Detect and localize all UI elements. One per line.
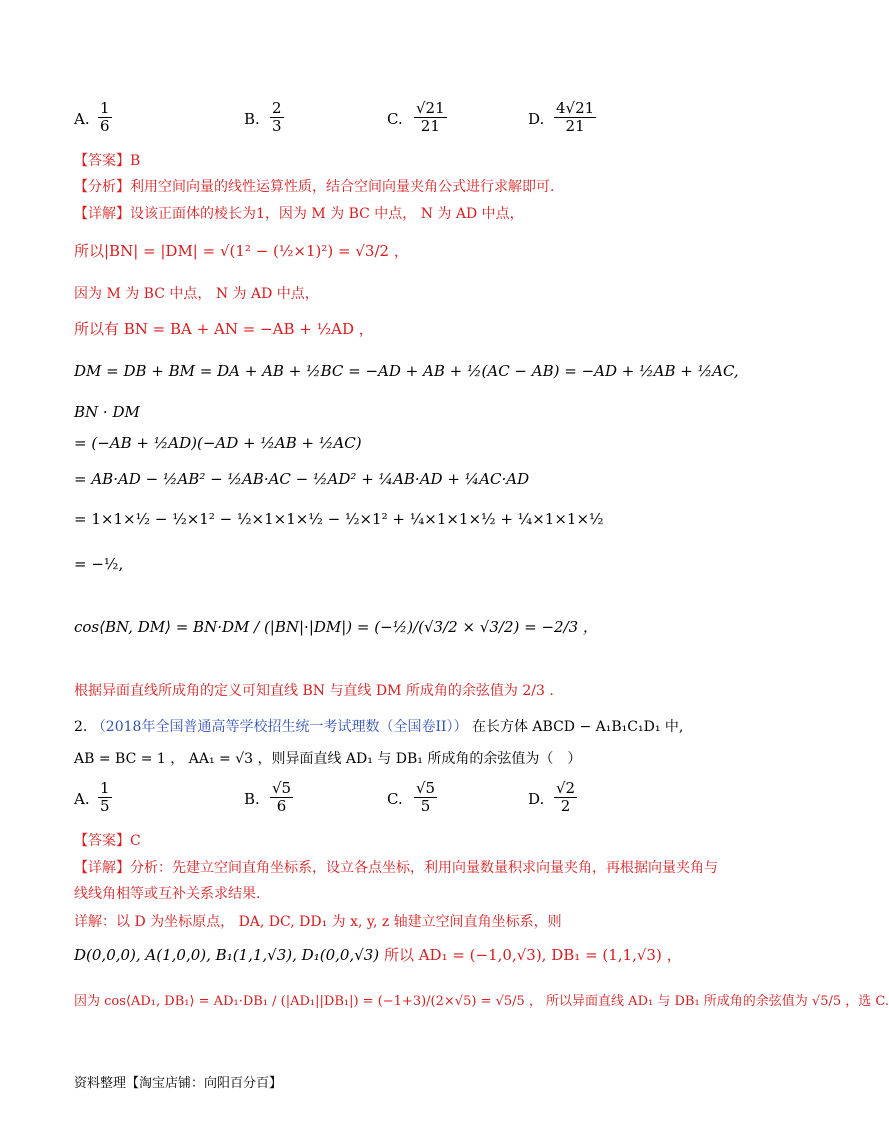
q2-stem-2: AB = BC = 1 ， AA₁ = √3 ，则异面直线 AD₁ 与 DB₁ 所成角的余弦值为（ ） bbox=[74, 751, 582, 767]
q2-option-d-label: D. bbox=[528, 790, 545, 808]
q2-detail-5: 因为 cos⟨AD₁, DB₁⟩ = AD₁·DB₁ / (|AD₁||DB₁|) = (−1+3)/(2×√5) = √5/5 ， 所以异面直线 AD₁ 与 DB₁ 所成角的余弦值为 √5/5 ，选 C. bbox=[74, 994, 889, 1009]
q1-option-a: $\frac{1}{6}$ bbox=[100, 99, 110, 136]
q2-option-b: $\frac{√5}{6}$ bbox=[272, 779, 292, 816]
q1-dot-step-1: = (−AB + ½AD)(−AD + ½AB + ½AC) bbox=[74, 434, 362, 452]
q2-option-a-label: A. bbox=[74, 790, 90, 808]
q2-coordinates: D(0,0,0), A(1,0,0), B₁(1,1,√3), D₁(0,0,√3) bbox=[74, 946, 380, 964]
q1-option-d-label: D. bbox=[528, 110, 545, 128]
q1-option-b: $\frac{2}{3}$ bbox=[272, 99, 282, 136]
footer: 资料整理【淘宝店铺：向阳百分百】 bbox=[74, 1076, 283, 1091]
q2-detail-4 bbox=[74, 944, 682, 965]
q2-stem-1: 在长方体 ABCD − A₁B₁C₁D₁ 中, bbox=[471, 719, 684, 735]
q1-midpoint-line: 因为 M 为 BC 中点， N 为 AD 中点， bbox=[74, 286, 319, 302]
q2-option-a: $\frac{1}{5}$ bbox=[100, 779, 110, 816]
q2-detail-1: 【详解】分析：先建立空间直角坐标系，设立各点坐标，利用向量数量积求向量夹角，再根据向量夹角与 bbox=[74, 860, 718, 876]
q1-detail-text: 设该正面体的棱长为1，因为 M 为 BC 中点， N 为 AD 中点， bbox=[130, 206, 524, 222]
q1-dot-step-4: = −½, bbox=[74, 555, 124, 573]
q2-header bbox=[74, 716, 683, 736]
q2-option-c: $\frac{√5}{5}$ bbox=[416, 779, 436, 816]
q2-answer: 【答案】C bbox=[74, 833, 141, 849]
q2-vectors: 所以 AD₁ = (−1,0,√3), DB₁ = (1,1,√3) ， bbox=[383, 946, 682, 964]
q1-answer: 【答案】B bbox=[74, 153, 141, 169]
q1-bn-expression: 所以有 BN = BA + AN = −AB + ½AD ， bbox=[74, 320, 374, 338]
q1-conclusion: 根据异面直线所成角的定义可知直线 BN 与直线 DM 所成角的余弦值为 2/3 . bbox=[74, 683, 554, 699]
q2-option-c-label: C. bbox=[387, 790, 403, 808]
q1-dot-step-3: = 1×1×½ − ½×1² − ½×1×1×½ − ½×1² + ¼×1×1×½ + ¼×1×1×½ bbox=[74, 510, 604, 528]
q1-dot-label: BN · DM bbox=[74, 403, 140, 421]
q1-dot-step-2: = AB·AD − ½AB² − ½AB·AC − ½AD² + ¼AB·AD + ¼AC·AD bbox=[74, 470, 530, 488]
q1-cos-expression: cos⟨BN, DM⟩ = BN·DM / (|BN|·|DM|) = (−½)/(√3/2 × √3/2) = −2/3 ， bbox=[74, 618, 598, 636]
q1-option-b-label: B. bbox=[244, 110, 260, 128]
q1-analysis: 【分析】利用空间向量的线性运算性质，结合空间向量夹角公式进行求解即可. bbox=[74, 179, 555, 195]
q1-magnitude-line: 所以|BN| = |DM| = √(1² − (½×1)²) = √3/2 ， bbox=[74, 242, 409, 260]
q2-detail-2: 线线角相等或互补关系求结果. bbox=[74, 886, 261, 902]
q1-option-c: $\frac{√21}{21}$ bbox=[416, 99, 445, 136]
q1-detail-tag: 【详解】 bbox=[74, 206, 130, 222]
q1-options bbox=[74, 100, 634, 140]
q2-option-d: $\frac{√2}{2}$ bbox=[556, 779, 576, 816]
q2-detail-3: 详解：以 D 为坐标原点， DA, DC, DD₁ 为 x, y, z 轴建立空间直角坐标系，则 bbox=[74, 914, 562, 930]
q1-option-d: $\frac{4√21}{21}$ bbox=[556, 99, 595, 136]
q2-option-b-label: B. bbox=[244, 790, 260, 808]
q2-number: 2. bbox=[74, 719, 88, 735]
q1-option-a-label: A. bbox=[74, 110, 90, 128]
q1-option-c-label: C. bbox=[387, 110, 403, 128]
q2-source: （2018年全国普通高等学校招生统一考试理数（全国卷II）） bbox=[91, 719, 468, 735]
q1-dm-expression: DM = DB + BM = DA + AB + ½BC = −AD + AB + ½(AC − AB) = −AD + ½AB + ½AC, bbox=[74, 362, 739, 380]
q1-detail bbox=[74, 203, 524, 223]
q2-options bbox=[74, 780, 634, 820]
